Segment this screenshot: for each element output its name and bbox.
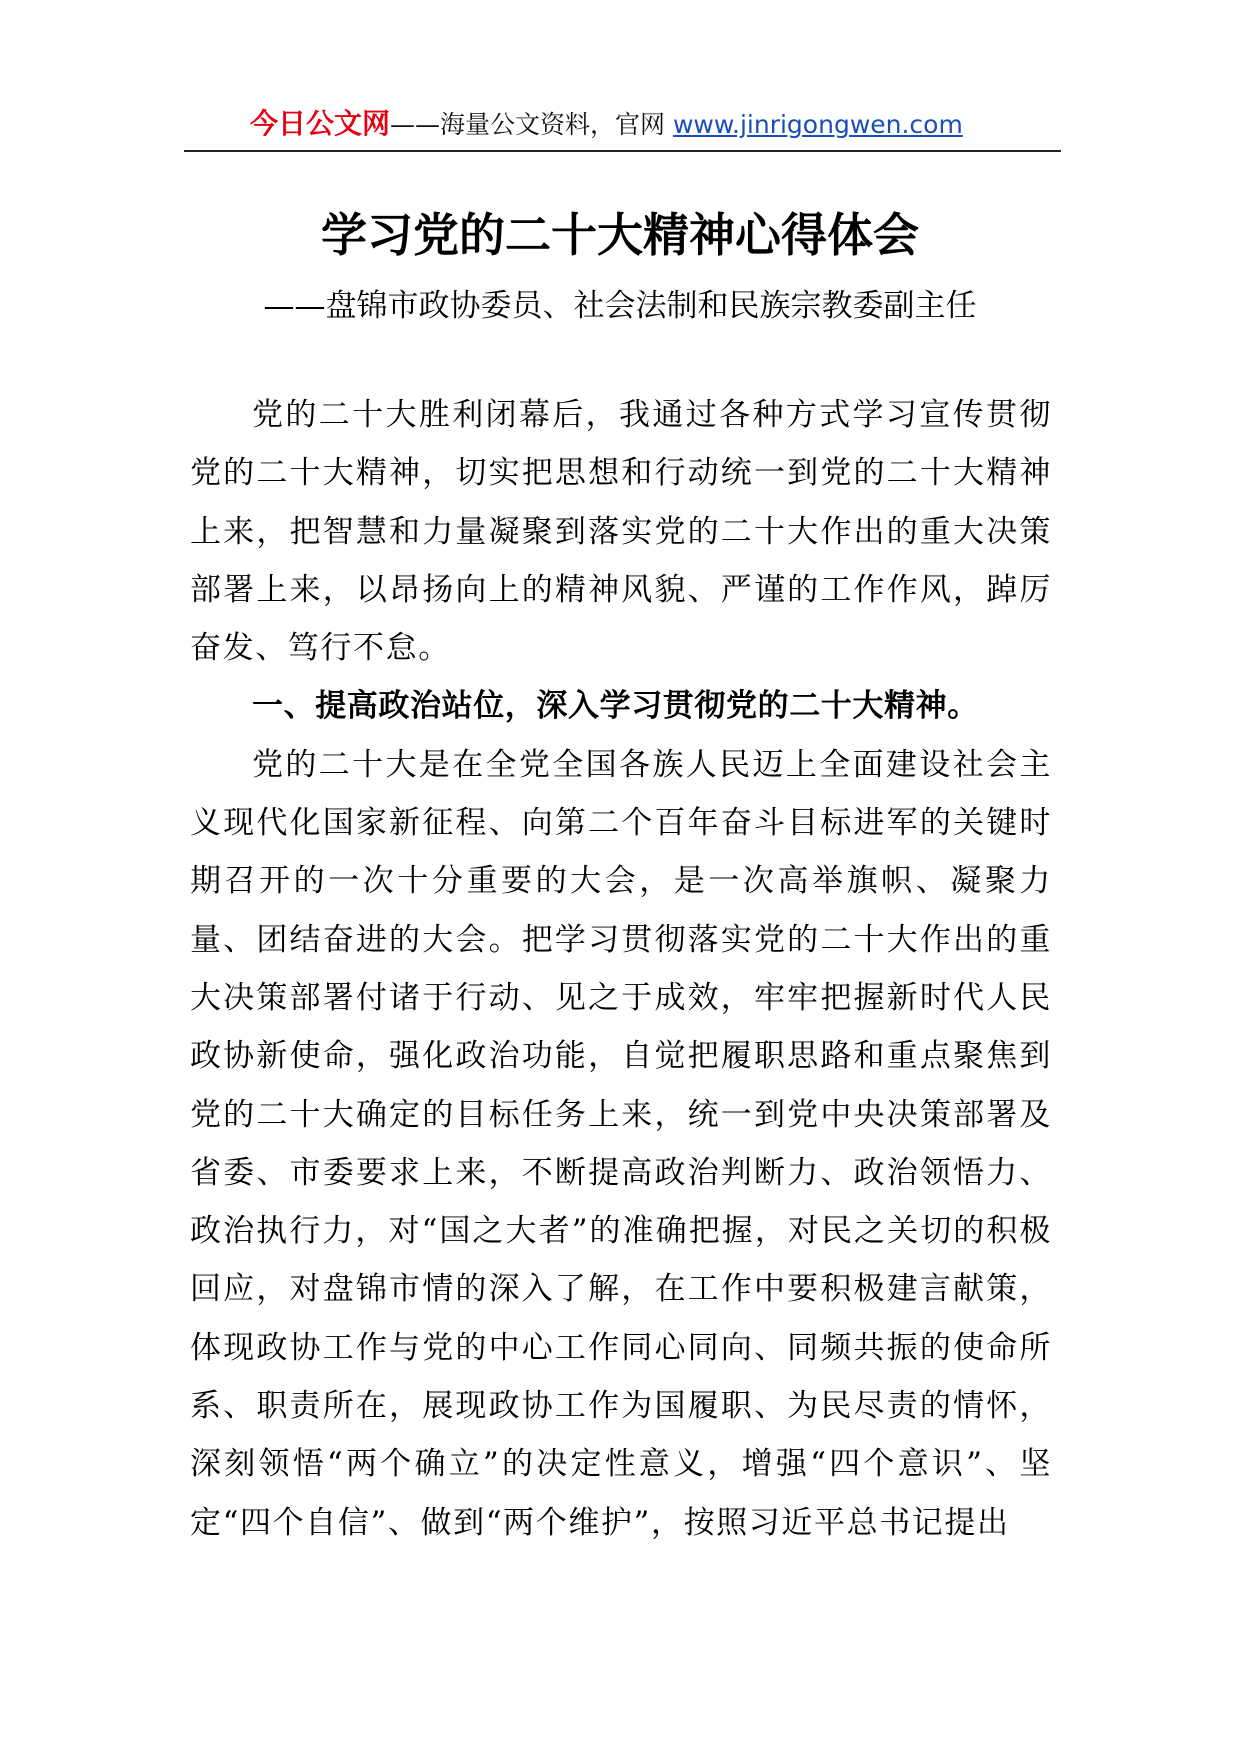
body-paragraph-section-1: 党的二十大是在全党全国各族人民迈上全面建设社会主义现代化国家新征程、向第二个百年奋斗目标进军的关键时期召开的一次十分重要的大会，是一次高举旗帜、凝聚力量、团结奋进的大会。把学习贯彻落实党的二十大作出的重大决策部署付诸于行动、见之于成效，牢牢把握新时代人民政协新使命，强化政治功能，自觉把履职思路和重点聚焦到党的二十大确定的目标任务上来，统一到党中央决策部署及省委、市委要求上来，不断提高政治判断力、政治领悟力、政治执行力，对“国之大者”的准确把握，对民之关切的积极回应，对盘锦市情的深入了解，在工作中要积极建言献策，体现政协工作与党的中心工作同心同向、同频共振的使命所系、职责所在，展现政协工作为国履职、为民尽责的情怀，深刻领悟“两个确立”的决定性意义，增强“四个意识”、坚定“四个自信”、做到“两个维护”，按照习近平总书记提出 [190,746,1052,1541]
section-heading-1: 一、提高政治站位，深入学习贯彻党的二十大精神。 [252,688,979,725]
header-divider [184,150,1061,152]
document-title: 学习党的二十大精神心得体会 [321,208,919,262]
document-subtitle: ——盘锦市政协委员、社会法制和民族宗教委副主任 [263,288,977,324]
site-header [250,104,1020,144]
site-brand-name: 今日公文网 [250,107,391,140]
document-body [190,386,1052,1552]
header-tagline: ——海量公文资料，官网 [390,110,666,139]
body-paragraph-intro: 党的二十大胜利闭幕后，我通过各种方式学习宣传贯彻党的二十大精神，切实把思想和行动统一到党的二十大精神上来，把智慧和力量凝聚到落实党的二十大作出的重大决策部署上来，以昂扬向上的精神风貌、严谨的工作作风，踔厉奋发、笃行不怠。 [190,397,1052,667]
site-url-link[interactable]: www.jinrigongwen.com [672,110,963,139]
